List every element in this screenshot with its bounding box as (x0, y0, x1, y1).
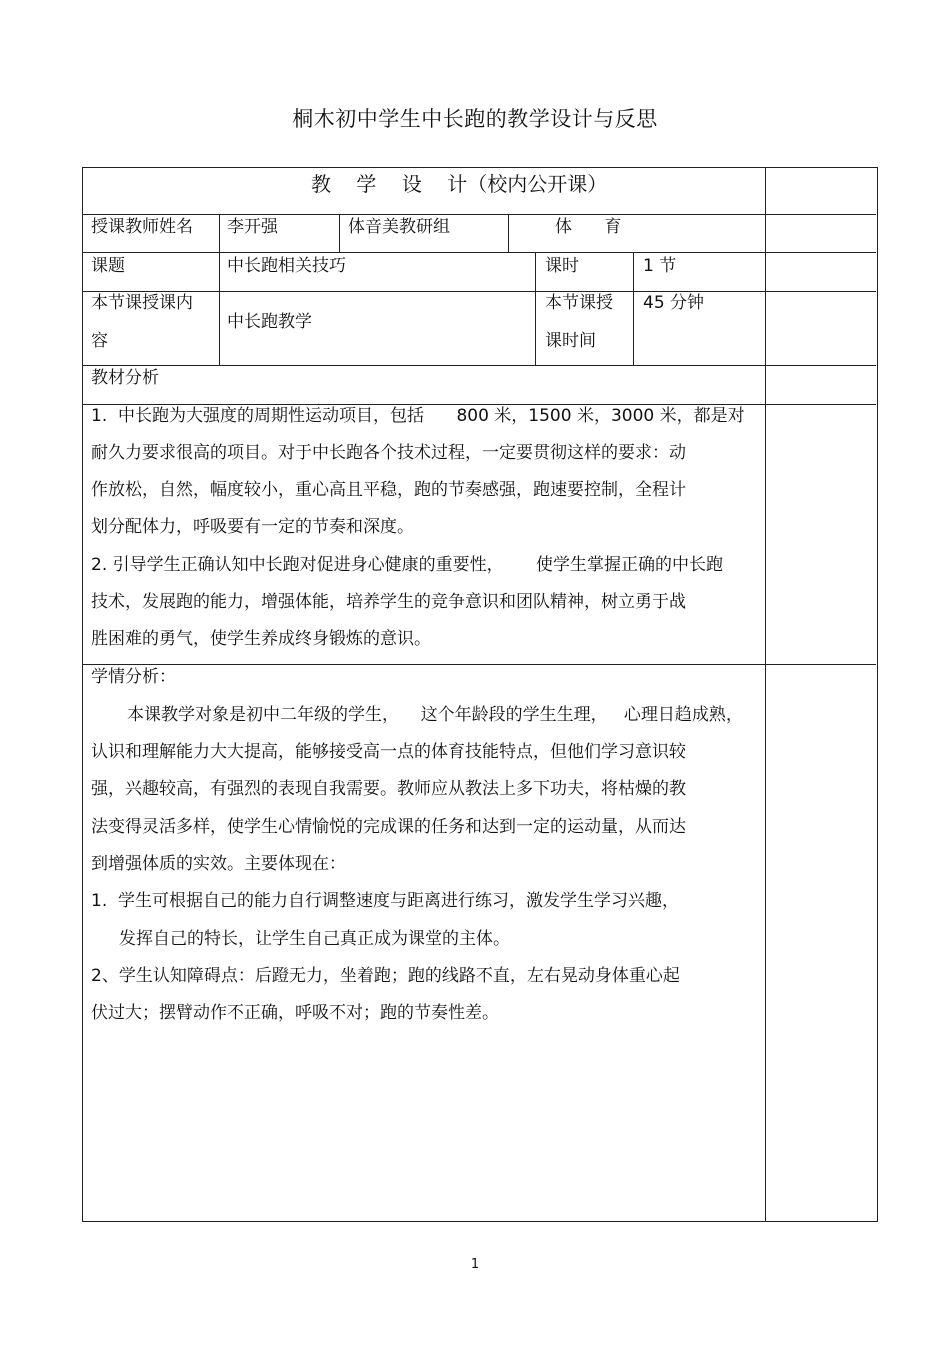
row-divider (83, 291, 876, 292)
student-line: 强，兴趣较高，有强烈的表现自我需要。教师应从教法上多下功夫，将枯燥的教 (91, 779, 686, 799)
student-line: 认识和理解能力大大提高，能够接受高一点的体育技能特点，但他们学习意识较 (91, 742, 686, 762)
page-number: 1 (470, 1257, 480, 1272)
row-divider (83, 404, 876, 405)
material-line: 作放松，自然，幅度较小，重心高且平稳，跑的节奏感强，跑速要控制，全程计 (91, 480, 686, 500)
cell-divider (535, 252, 536, 365)
student-analysis-heading: 学情分析： (91, 667, 176, 687)
cell-divider (633, 252, 634, 365)
student-line: 到增强体质的实效。主要体现在： (91, 854, 346, 874)
material-line: 技术，发展跑的能力，增强体能，培养学生的竞争意识和团队精神，树立勇于战 (91, 592, 686, 612)
cell-divider (339, 214, 340, 252)
material-line: 2. 引导学生正确认知中长跑对促进身心健康的重要性， 使学生掌握正确的中长跑 (91, 555, 724, 575)
material-line: 胜困难的勇气，使学生养成终身锻炼的意识。 (91, 629, 431, 649)
topic-label: 课题 (91, 256, 125, 276)
subject-value: 体 育 (555, 217, 622, 237)
row-divider (83, 365, 876, 366)
time-label-line1: 本节课授 (545, 293, 613, 313)
teacher-label: 授课教师姓名 (91, 217, 193, 237)
student-line: 1. 学生可根据自己的能力自行调整速度与距离进行练习，激发学生学习兴趣， (91, 891, 680, 911)
student-line: 法变得灵活多样，使学生心情愉悦的完成课的任务和达到一定的运动量，从而达 (91, 817, 686, 837)
cell-divider (219, 214, 220, 365)
cell-divider (508, 214, 509, 252)
hours-label: 课时 (545, 256, 579, 276)
student-line: 发挥自己的特长，让学生自己真正成为课堂的主体。 (119, 929, 510, 949)
content-label-line2: 容 (91, 331, 108, 351)
material-line: 1. 中长跑为大强度的周期性运动项目，包括 800 米，1500 米，3000 米，都是对 (91, 406, 745, 426)
time-label-line2: 课时间 (545, 331, 596, 351)
table-header: 教 学 设 计（校内公开课） (311, 172, 608, 196)
right-column-divider (765, 168, 766, 1221)
lesson-design-table (82, 167, 878, 1222)
student-line: 2、学生认知障碍点：后蹬无力，坐着跑；跑的线路不直，左右晃动身体重心起 (91, 966, 680, 986)
topic-value: 中长跑相关技巧 (227, 256, 346, 276)
row-divider (83, 252, 876, 253)
student-line: 伏过大；摆臂动作不正确，呼吸不对；跑的节奏性差。 (91, 1003, 499, 1023)
content-label-line1: 本节课授课内 (91, 293, 193, 313)
material-line: 耐久力要求很高的项目。对于中长跑各个技术过程，一定要贯彻这样的要求：动 (91, 443, 686, 463)
teaching-group: 体音美教研组 (348, 217, 450, 237)
time-value: 45 分钟 (643, 293, 705, 313)
teacher-name: 李开强 (227, 217, 278, 237)
material-analysis-heading: 教材分析 (91, 368, 159, 388)
row-divider (83, 214, 876, 215)
hours-value: 1 节 (643, 256, 677, 276)
content-value: 中长跑教学 (227, 312, 312, 332)
student-line: 本课教学对象是初中二年级的学生， 这个年龄段的学生生理， 心理日趋成熟， (127, 705, 743, 725)
row-divider (83, 664, 876, 665)
material-line: 划分配体力，呼吸要有一定的节奏和深度。 (91, 517, 414, 537)
document-title: 桐木初中学生中长跑的教学设计与反思 (292, 107, 658, 131)
